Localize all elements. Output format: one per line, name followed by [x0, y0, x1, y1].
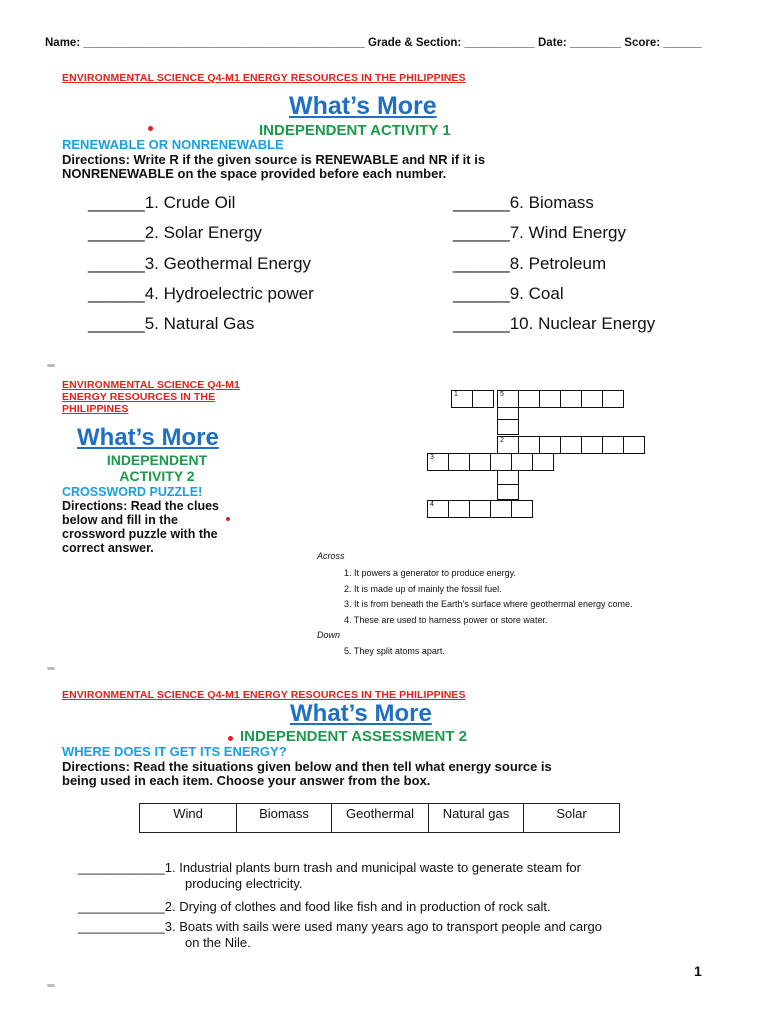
crossword-clue-number: 5	[500, 391, 504, 398]
item-1: ______1. Crude Oil	[88, 193, 236, 212]
activity-title: INDEPENDENT ACTIVITY 1	[259, 122, 451, 139]
red-dot-mark-2	[226, 517, 230, 521]
situation-2: ____________2. Drying of clothes and food like fish and in production of rock salt.	[78, 899, 551, 914]
crossword-directions: Directions: Read the clues below and fill in the crossword puzzle with the correct answer.	[62, 499, 219, 555]
item-3: ______3. Geothermal Energy	[88, 254, 312, 273]
choice-geothermal: Geothermal	[332, 804, 429, 833]
assessment-title: INDEPENDENT ASSESSMENT 2	[240, 728, 467, 745]
crossword-cell[interactable]	[497, 419, 519, 435]
assessment-heading: WHERE DOES IT GET ITS ENERGY?	[62, 744, 287, 759]
directions-line-1: Directions: Write R if the given source is RENEWABLE and NR if it is	[62, 152, 486, 167]
crossword-clue-number: 4	[430, 501, 434, 508]
crossword-cell[interactable]	[427, 500, 449, 518]
crossword-cell[interactable]	[518, 390, 540, 408]
crossword-cell[interactable]	[469, 453, 491, 471]
down-clue-5: 5. They split atoms apart.	[344, 646, 445, 656]
page-smudge-2	[47, 667, 55, 670]
crossword-cell[interactable]	[469, 500, 491, 518]
crossword-cell[interactable]	[451, 390, 473, 408]
whats-more-title-3: What’s More	[290, 700, 432, 727]
across-clue-3: 3. It is from beneath the Earth’s surface where geothermal energy come.	[344, 599, 633, 609]
across-clue-1: 1. It powers a generator to produce energy.	[344, 568, 516, 578]
whats-more-title-2: What’s More	[77, 424, 219, 451]
crossword-cell[interactable]	[602, 436, 624, 454]
crossword-cell[interactable]	[448, 453, 470, 471]
whats-more-title: What’s More	[289, 92, 437, 120]
item-8: ______8. Petroleum	[453, 254, 607, 273]
crossword-cell[interactable]	[490, 453, 512, 471]
crossword-clue-number: 3	[430, 454, 434, 461]
across-label: Across	[317, 551, 345, 561]
crossword-clue-number: 2	[500, 437, 504, 444]
crossword-cell[interactable]	[560, 390, 582, 408]
crossword-cell[interactable]	[472, 390, 494, 408]
page-smudge-3	[47, 984, 55, 987]
page-smudge	[47, 364, 55, 367]
crossword-cell[interactable]	[623, 436, 645, 454]
crossword-heading: CROSSWORD PUZZLE!	[62, 485, 203, 499]
subject-title-2: ENVIRONMENTAL SCIENCE Q4-M1 ENERGY RESOURCES IN THE PHILIPPINES	[62, 379, 240, 415]
across-clue-2: 2. It is made up of mainly the fossil fuel.	[344, 584, 502, 594]
crossword-cell[interactable]	[497, 484, 519, 500]
crossword-cell[interactable]	[518, 436, 540, 454]
crossword-cell[interactable]	[511, 453, 533, 471]
item-10: ______10. Nuclear Energy	[453, 314, 656, 333]
crossword-clue-number: 1	[454, 391, 458, 398]
choice-biomass: Biomass	[237, 804, 332, 833]
crossword-cell[interactable]	[532, 453, 554, 471]
across-clue-4: 4. These are used to harness power or store water.	[344, 615, 548, 625]
crossword-cell[interactable]	[560, 436, 582, 454]
activity-heading: RENEWABLE OR NONRENEWABLE	[62, 137, 284, 152]
crossword-cell[interactable]	[490, 500, 512, 518]
situation-3: ____________3. Boats with sails were used many years ago to transport people and cargo on the Nile.	[78, 919, 602, 950]
item-5: ______5. Natural Gas	[88, 314, 255, 333]
crossword-cell[interactable]	[497, 436, 519, 454]
page-number: 1	[694, 963, 702, 979]
choice-wind: Wind	[140, 804, 237, 833]
item-7: ______7. Wind Energy	[453, 223, 626, 242]
directions-line-2: NONRENEWABLE on the space provided before each number.	[62, 166, 447, 181]
choice-solar: Solar	[524, 804, 620, 833]
down-label: Down	[317, 630, 341, 640]
crossword-cell[interactable]	[539, 436, 561, 454]
red-dot-mark	[148, 126, 153, 131]
crossword-cell[interactable]	[581, 436, 603, 454]
answer-choices-box	[139, 803, 620, 833]
crossword-cell[interactable]	[497, 390, 519, 408]
item-4: ______4. Hydroelectric power	[88, 284, 314, 303]
crossword-cell[interactable]	[539, 390, 561, 408]
crossword-cell[interactable]	[448, 500, 470, 518]
student-info-header: Name: ____________________________________________ Grade & Section: ___________ Date: ________ Score: ______	[45, 37, 702, 49]
crossword-cell[interactable]	[602, 390, 624, 408]
item-6: ______6. Biomass	[453, 193, 594, 212]
assessment-directions-2: being used in each item. Choose your answer from the box.	[62, 773, 431, 788]
red-dot-mark-3	[228, 736, 233, 741]
item-2: ______2. Solar Energy	[88, 223, 262, 242]
subject-title: ENVIRONMENTAL SCIENCE Q4-M1 ENERGY RESOURCES IN THE PHILIPPINES	[62, 72, 466, 84]
crossword-cell[interactable]	[511, 500, 533, 518]
item-9: ______9. Coal	[453, 284, 564, 303]
subject-title-3: ENVIRONMENTAL SCIENCE Q4-M1 ENERGY RESOURCES IN THE PHILIPPINES	[62, 689, 466, 701]
assessment-directions-1: Directions: Read the situations given below and then tell what energy source is	[62, 759, 552, 774]
activity-title-2: INDEPENDENT ACTIVITY 2	[106, 452, 208, 484]
choice-natural-gas: Natural gas	[429, 804, 524, 833]
crossword-cell[interactable]	[581, 390, 603, 408]
situation-1: ____________1. Industrial plants burn trash and municipal waste to generate steam for producing electricity.	[78, 860, 581, 891]
crossword-cell[interactable]	[427, 453, 449, 471]
